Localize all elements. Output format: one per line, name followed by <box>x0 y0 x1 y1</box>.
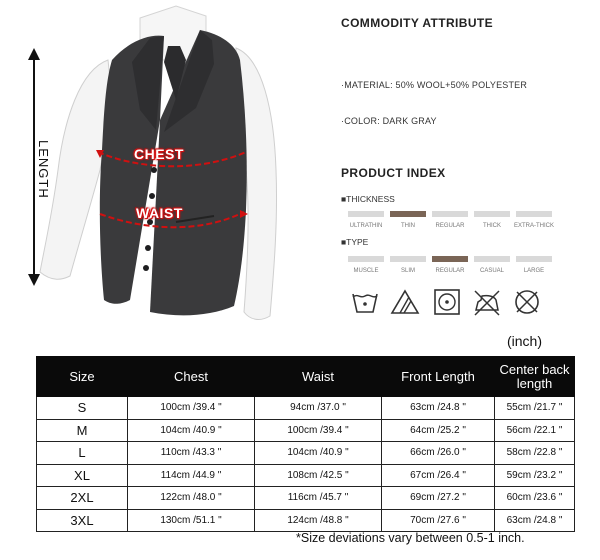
waist-cell: 116cm /45.7 " <box>255 487 382 510</box>
table-row <box>37 419 575 442</box>
table-row <box>37 509 575 532</box>
no-dry-clean-icon <box>512 288 542 316</box>
front-length-cell: 69cm /27.2 " <box>382 487 495 510</box>
chest-cell: 130cm /51.1 " <box>128 509 255 532</box>
back-length-cell: 58cm /22.8 " <box>495 442 575 465</box>
front-length-cell: 70cm /27.6 " <box>382 509 495 532</box>
type-option: CASUAL <box>474 256 510 274</box>
type-option: SLIM <box>390 256 426 274</box>
table-row <box>37 464 575 487</box>
front-length-cell: 63cm /24.8 " <box>382 397 495 420</box>
unit-label: (inch) <box>507 333 543 349</box>
chest-label: CHEST <box>134 146 184 162</box>
header-size: Size <box>37 357 128 397</box>
size-cell: M <box>37 419 128 442</box>
header-chest: Chest <box>128 357 255 397</box>
chest-cell: 104cm /40.9 " <box>128 419 255 442</box>
waist-cell: 108cm /42.5 " <box>255 464 382 487</box>
chest-cell: 122cm /48.0 " <box>128 487 255 510</box>
thickness-option: THICK <box>474 211 510 229</box>
size-cell: XL <box>37 464 128 487</box>
size-deviation-note: *Size deviations vary between 0.5-1 inch. <box>296 531 525 545</box>
material-attribute: ·MATERIAL: 50% WOOL+50% POLYESTER <box>341 80 528 90</box>
type-label: ■TYPE <box>341 237 369 247</box>
type-option: MUSCLE <box>348 256 384 274</box>
hand-wash-icon <box>350 288 380 316</box>
header-waist: Waist <box>255 357 382 397</box>
type-option: LARGE <box>516 256 552 274</box>
vest <box>100 30 247 315</box>
front-length-cell: 64cm /25.2 " <box>382 419 495 442</box>
size-cell: 3XL <box>37 509 128 532</box>
back-length-cell: 63cm /24.8 " <box>495 509 575 532</box>
waist-cell: 124cm /48.8 " <box>255 509 382 532</box>
header-center-back-length: Center back length <box>495 357 575 397</box>
length-label: LENGTH <box>36 140 51 199</box>
type-option-selected: REGULAR <box>432 256 468 274</box>
commodity-attribute-heading: COMMODITY ATTRIBUTE <box>341 16 494 30</box>
thickness-option: EXTRA-THICK <box>516 211 552 229</box>
waist-cell: 104cm /40.9 " <box>255 442 382 465</box>
no-iron-icon <box>472 288 502 316</box>
back-length-cell: 56cm /22.1 " <box>495 419 575 442</box>
table-row <box>37 397 575 420</box>
size-cell: L <box>37 442 128 465</box>
type-scale <box>344 256 559 280</box>
thickness-scale <box>344 211 559 235</box>
front-length-cell: 66cm /26.0 " <box>382 442 495 465</box>
table-row <box>37 442 575 465</box>
back-length-cell: 59cm /23.2 " <box>495 464 575 487</box>
thickness-option: REGULAR <box>432 211 468 229</box>
table-row <box>37 487 575 510</box>
front-length-cell: 67cm /26.4 " <box>382 464 495 487</box>
chest-cell: 100cm /39.4 " <box>128 397 255 420</box>
size-table <box>36 356 575 532</box>
waist-cell: 100cm /39.4 " <box>255 419 382 442</box>
product-figure <box>0 0 330 335</box>
chest-cell: 110cm /43.3 " <box>128 442 255 465</box>
back-length-cell: 55cm /21.7 " <box>495 397 575 420</box>
header-front-length: Front Length <box>382 357 495 397</box>
size-cell: S <box>37 397 128 420</box>
thickness-label: ■THICKNESS <box>341 194 395 204</box>
chest-cell: 114cm /44.9 " <box>128 464 255 487</box>
waist-label: WAIST <box>136 205 183 221</box>
product-index-heading: PRODUCT INDEX <box>341 166 446 180</box>
no-bleach-icon <box>390 288 420 316</box>
tumble-dry-icon <box>432 288 462 316</box>
size-cell: 2XL <box>37 487 128 510</box>
size-table-header <box>37 357 575 397</box>
thickness-option-selected: THIN <box>390 211 426 229</box>
back-length-cell: 60cm /23.6 " <box>495 487 575 510</box>
color-attribute: ·COLOR: DARK GRAY <box>341 116 437 126</box>
waist-cell: 94cm /37.0 " <box>255 397 382 420</box>
thickness-option: ULTRATHIN <box>348 211 384 229</box>
